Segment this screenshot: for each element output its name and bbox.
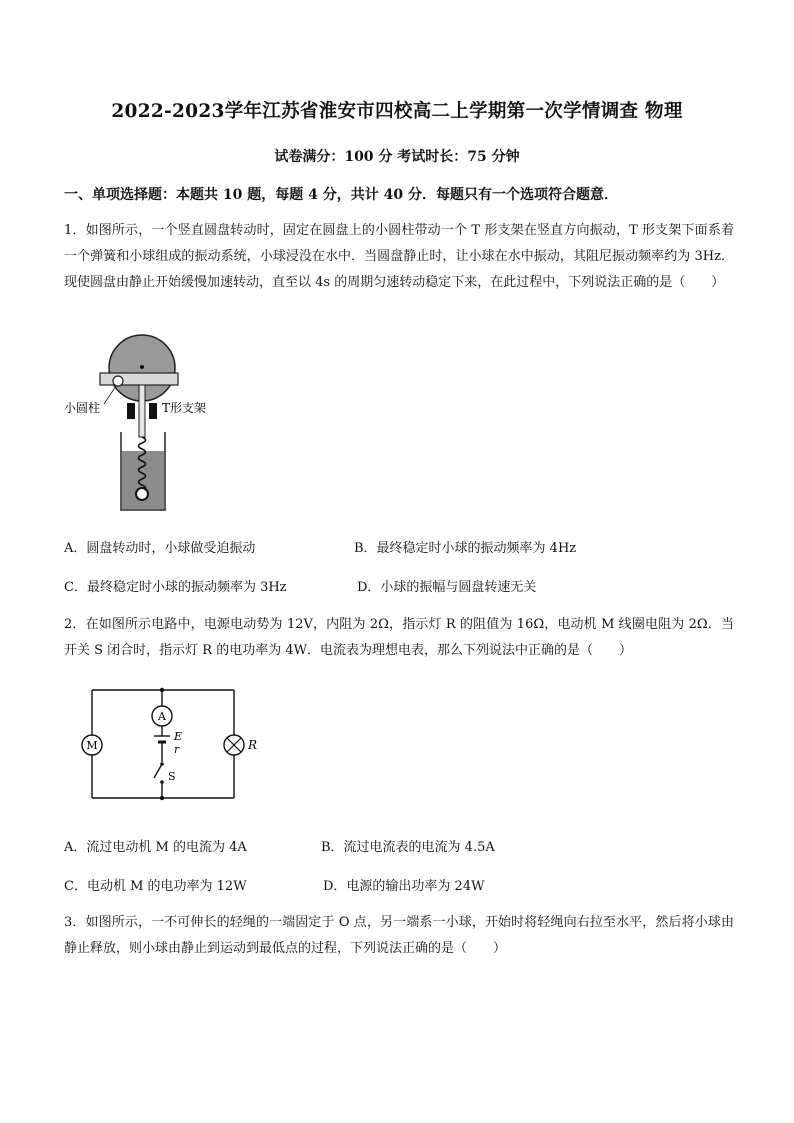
motor-label: M [86, 739, 98, 752]
q1-option-d[interactable]: D．小球的振幅与圆盘转速无关 [357, 580, 537, 595]
question-2-text: 2．在如图所示电路中，电源电动势为 12V，内阻为 2Ω，指示灯 R 的阻值为 16Ω，电动机 M 线圈电阻为 2Ω．当开关 S 闭合时，指示灯 R 的电功率为 4W．电流表为理想电表，那么下列说法中正确的是（ ） [64, 617, 734, 658]
lamp-label: R [248, 738, 258, 752]
q2-option-a[interactable]: A．流过电动机 M 的电流为 4A [64, 840, 247, 855]
ammeter-label: A [158, 710, 166, 723]
question-3-text: 3．如图所示，一不可伸长的轻绳的一端固定于 O 点，另一端系一小球，开始时将轻绳向右拉至水平，然后将小球由静止释放，则小球由静止到运动到最低点的过程，下列说法正确的是（ ） [64, 915, 734, 956]
switch-icon [154, 764, 162, 778]
q2-option-b[interactable]: B．流过电流表的电流为 4.5A [321, 840, 495, 855]
question-2-circuit [70, 678, 270, 808]
q2-option-d[interactable]: D．电源的输出功率为 24W [323, 879, 485, 894]
q1-option-c[interactable]: C．最终稳定时小球的振动频率为 3Hz [64, 580, 287, 595]
cylinder-label: 小圆柱 [64, 401, 101, 415]
internal-resistance-label: r [174, 743, 180, 756]
question-1-figure [64, 330, 244, 520]
exam-title: 2022-2023学年江苏省淮安市四校高二上学期第一次学情调查 物理 [111, 101, 683, 122]
q2-option-c[interactable]: C．电动机 M 的电功率为 12W [64, 879, 247, 894]
q1-option-b[interactable]: B．最终稳定时小球的振动频率为 4Hz [354, 541, 577, 556]
question-1-text: 1．如图所示，一个竖直圆盘转动时，固定在圆盘上的小圆柱带动一个 T 形支架在竖直方向振动，T 形支架下面系着一个弹簧和小球组成的振动系统，小球浸没在水中．当圆盘静止时，让小球在水中振动，其阻尼振动频率约为 3Hz．现使圆盘由静止开始缓慢加速转动，直至以 4s 的周期匀速转动稳定下来，在此过程中，下列说法正确的是（ ） [64, 223, 734, 290]
section-heading: 一、单项选择题：本题共 10 题，每题 4 分，共计 40 分．每题只有一个选项符合题意． [64, 187, 618, 203]
switch-label: S [168, 770, 176, 783]
q1-option-a[interactable]: A．圆盘转动时，小球做受迫振动 [64, 541, 256, 556]
exam-info: 试卷满分：100 分 考试时长：75 分钟 [274, 149, 520, 165]
bracket-label: T形支架 [162, 401, 207, 415]
emf-label: E [174, 730, 183, 743]
